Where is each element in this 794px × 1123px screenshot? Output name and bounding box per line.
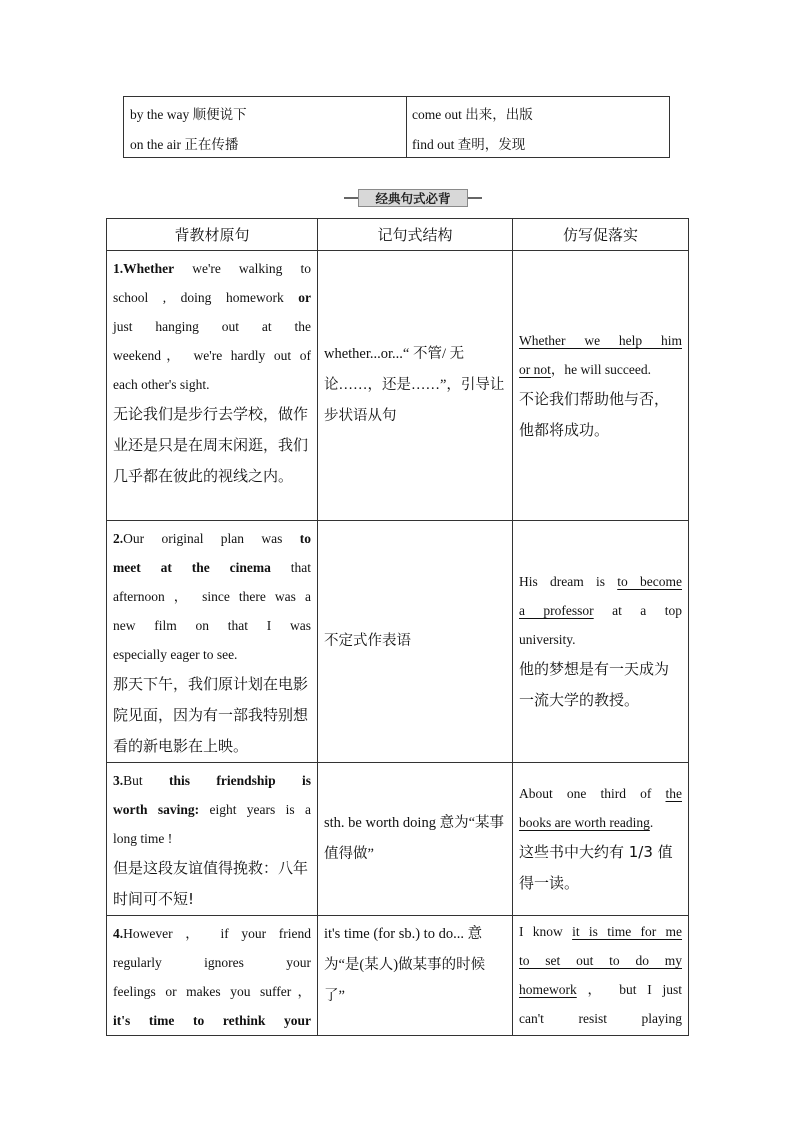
column-header-structure: 记句式结构 xyxy=(318,219,513,251)
practice-line: a professor at a top xyxy=(519,603,682,618)
structure-text: whether...or...“ 不管/ 无论……，还是……”，引导让步状语从句 xyxy=(324,346,505,424)
column-header-practice: 仿写促落实 xyxy=(513,219,689,251)
section-heading xyxy=(344,187,482,209)
sentence-line: weekend， we're hardly out of xyxy=(113,348,311,363)
practice-line: Whether we help him xyxy=(519,332,682,348)
sentence-line: feelings or makes you suffer， xyxy=(113,984,311,999)
sentence-line: new film on that I was xyxy=(113,618,311,633)
practice-cell xyxy=(513,916,689,1036)
practice-line: or not，he will succeed. xyxy=(519,361,651,377)
original-sentence-cell xyxy=(107,916,318,1036)
heading-rule-left xyxy=(344,197,358,199)
original-sentence-cell xyxy=(107,251,318,521)
sentence-line: especially eager to see. xyxy=(113,647,238,662)
sentence-line: long time ! xyxy=(113,831,173,846)
table-header-row xyxy=(107,219,689,251)
structure-cell xyxy=(318,916,513,1036)
practice-line: homework ， but I just xyxy=(519,982,682,997)
column-header-original: 背教材原句 xyxy=(107,219,318,251)
practice-cell xyxy=(513,251,689,521)
table-row xyxy=(107,916,689,1036)
sentence-line: each other's sight. xyxy=(113,377,210,392)
structure-text: it's time (for sb.) to do... 意为“是(某人)做某事的时候了” xyxy=(324,926,486,1004)
table-row xyxy=(107,251,689,521)
phrase-item: find out 查明，发现 xyxy=(412,137,526,152)
practice-line: university. xyxy=(519,632,576,647)
sentence-line: 1.Whether we're walking to xyxy=(113,261,311,276)
sentence-line: school , doing homework or xyxy=(113,290,311,305)
phrase-item: by the way 顺便说下 xyxy=(130,107,247,122)
sentence-translation: 那天下午，我们原计划在电影院见面，因为有一部我特别想看的新电影在上映。 xyxy=(113,675,309,755)
sentence-line: it's time to rethink your xyxy=(113,1013,311,1028)
practice-line: About one third of the xyxy=(519,786,682,801)
structure-cell xyxy=(318,763,513,916)
table-row xyxy=(107,521,689,763)
original-sentence-cell xyxy=(107,521,318,763)
structure-cell xyxy=(318,521,513,763)
table-row xyxy=(107,763,689,916)
sentence-line: regularly ignores your xyxy=(113,955,311,970)
sentence-translation: 无论我们是步行去学校，做作业还是只是在周末闲逛，我们几乎都在彼此的视线之内。 xyxy=(113,405,309,485)
heading-rule-right xyxy=(468,197,482,199)
practice-cell xyxy=(513,521,689,763)
sentence-line: 3.But this friendship is xyxy=(113,773,311,788)
sentence-line: meet at the cinema that xyxy=(113,560,311,575)
sentence-translation: 但是这段友谊值得挽救：八年时间可不短! xyxy=(113,859,309,908)
sentence-line: just hanging out at the xyxy=(113,319,311,334)
structure-cell xyxy=(318,251,513,521)
original-sentence-cell xyxy=(107,763,318,916)
sentence-line: afternoon ， since there was a xyxy=(113,589,311,604)
sentence-line: 4.However ， if your friend xyxy=(113,926,311,941)
phrase-column-left xyxy=(124,97,407,157)
practice-translation: 这些书中大约有 1/3 值得一读。 xyxy=(519,843,673,892)
practice-line: to set out to do my xyxy=(519,953,682,968)
section-title: 经典句式必背 xyxy=(358,189,468,207)
practice-line: I know it is time for me xyxy=(519,924,683,939)
structure-text: sth. be worth doing 意为“某事值得做” xyxy=(324,815,505,862)
practice-line: His dream is to become xyxy=(519,574,682,589)
structure-text: 不定式作表语 xyxy=(324,633,411,649)
sentence-line: 2.Our original plan was to xyxy=(113,531,311,546)
phrase-table xyxy=(123,96,670,158)
sentence-line: worth saving: eight years is a xyxy=(113,802,311,817)
sentence-table xyxy=(106,218,689,1036)
practice-cell xyxy=(513,763,689,916)
practice-translation: 不论我们帮助他与否，他都将成功。 xyxy=(519,389,670,439)
phrase-item: come out 出来，出版 xyxy=(412,107,533,122)
phrase-column-right xyxy=(407,97,669,157)
practice-line: can't resist playing xyxy=(519,1011,682,1026)
practice-translation: 他的梦想是有一天成为一流大学的教授。 xyxy=(519,660,670,709)
practice-line: books are worth reading. xyxy=(519,815,654,830)
phrase-item: on the air 正在传播 xyxy=(130,137,239,152)
